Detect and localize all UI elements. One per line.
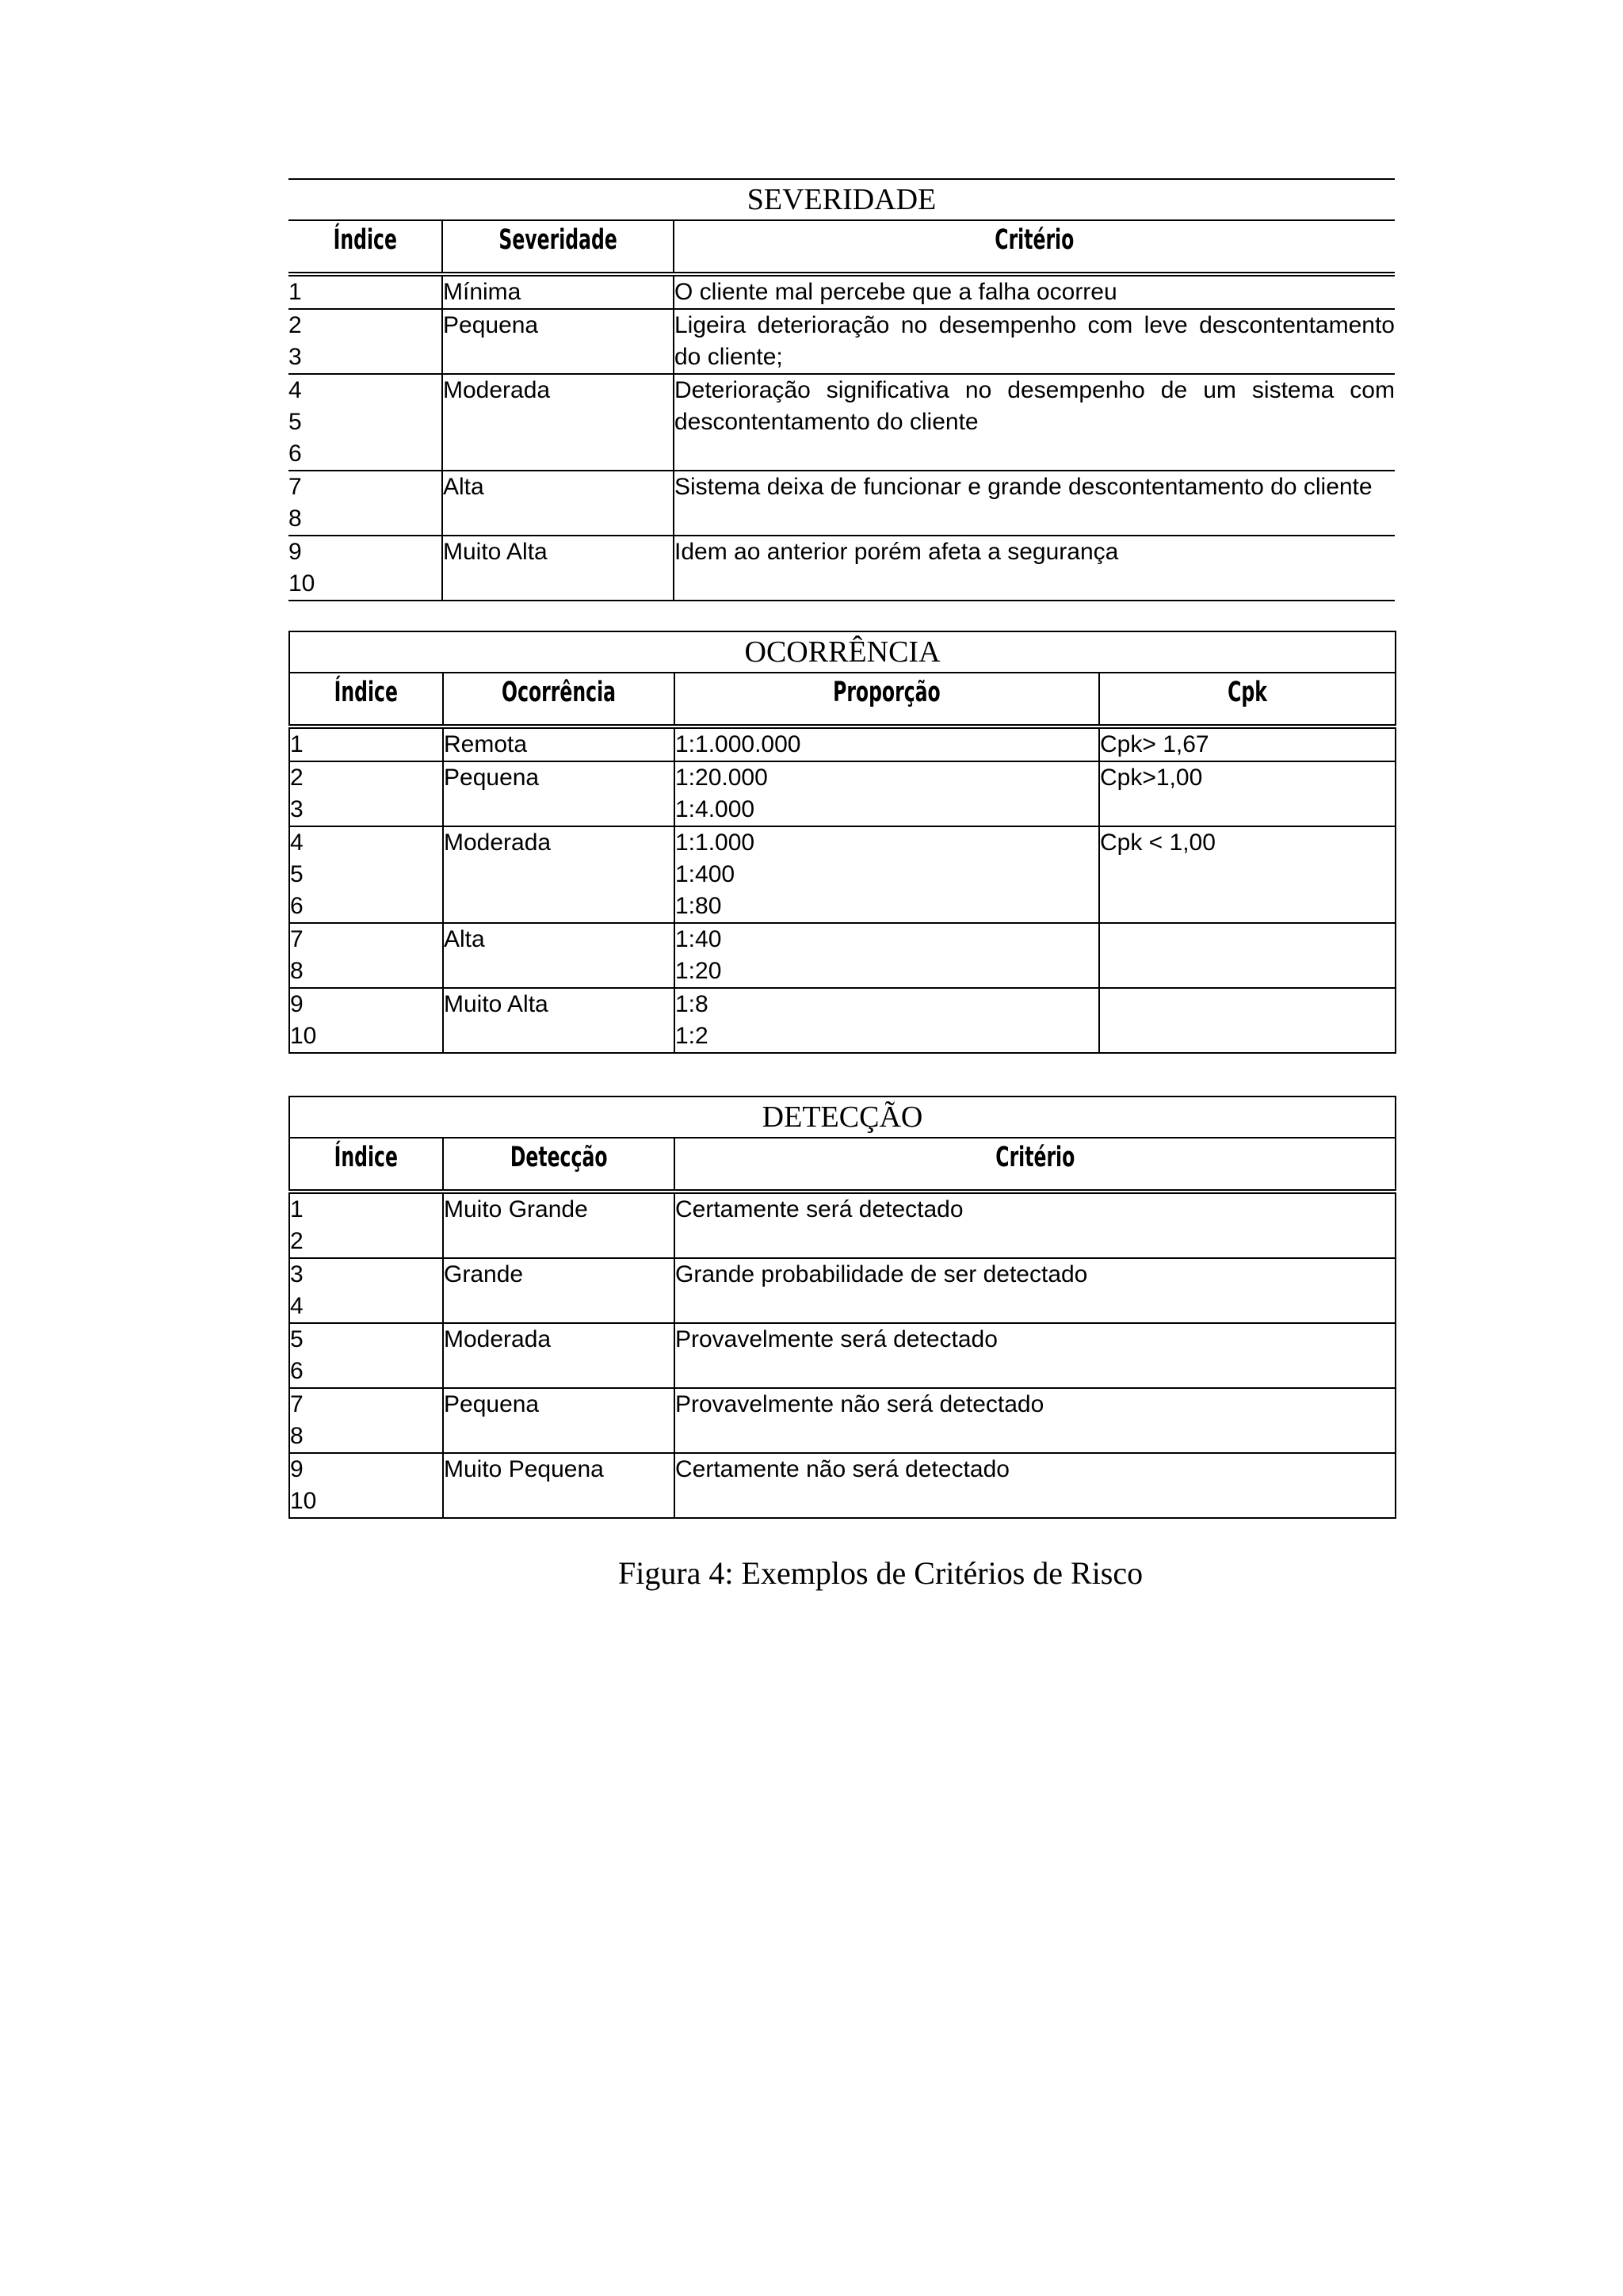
criterio-cell: Ligeira deterioração no desempenho com leve descontentamento do cliente; [674, 309, 1395, 374]
table-row [288, 274, 1395, 309]
index-value: 6 [290, 1358, 304, 1384]
ocorrencia-header-proporcao: Proporção [712, 673, 1061, 727]
severidade-label-cell: Alta [442, 471, 674, 536]
criterio-cell: Idem ao anterior porém afeta a segurança [674, 536, 1395, 601]
indice-cell [289, 1323, 443, 1388]
index-value: 4 [288, 377, 302, 403]
index-value: 8 [288, 505, 302, 532]
index-value: 2 [288, 312, 302, 338]
severidade-label-cell: Pequena [442, 309, 674, 374]
ocorrencia-header-indice: Índice [303, 673, 429, 727]
table-row [289, 826, 1396, 923]
indice-cell [289, 1453, 443, 1518]
index-value: 3 [290, 1261, 304, 1287]
index-value: 8 [290, 958, 304, 984]
table-row [288, 471, 1395, 536]
table-row [289, 1388, 1396, 1453]
table-row [288, 536, 1395, 601]
deteccao-label-cell: Muito Grande [443, 1192, 674, 1258]
table-row [288, 309, 1395, 374]
criterio-cell: Certamente não será detectado [674, 1453, 1396, 1518]
cpk-cell: Cpk < 1,00 [1099, 826, 1396, 923]
ocorrencia-label-cell: Moderada [443, 826, 674, 923]
indice-cell [289, 1258, 443, 1323]
criterio-cell: Grande probabilidade de ser detectado [674, 1258, 1396, 1323]
proporcao-value: 1:1.000 [675, 830, 755, 856]
cpk-cell [1099, 988, 1396, 1053]
table-row [289, 1192, 1396, 1258]
index-value: 4 [290, 830, 304, 856]
index-value: 3 [290, 796, 304, 822]
indice-cell [289, 727, 443, 761]
cpk-cell: Cpk> 1,67 [1099, 727, 1396, 761]
indice-cell [289, 1388, 443, 1453]
proporcao-value: 1:400 [675, 861, 735, 887]
indice-cell [289, 1192, 443, 1258]
indice-cell [288, 274, 442, 309]
index-value: 9 [290, 991, 304, 1017]
proporcao-value: 1:4.000 [675, 796, 755, 822]
index-value: 9 [288, 539, 302, 565]
indice-cell [288, 471, 442, 536]
proporcao-cell [674, 923, 1099, 988]
indice-cell [289, 826, 443, 923]
table-row [289, 727, 1396, 761]
proporcao-cell [674, 727, 1099, 761]
severidade-label-cell: Mínima [442, 274, 674, 309]
deteccao-label-cell: Moderada [443, 1323, 674, 1388]
severidade-label-cell: Muito Alta [442, 536, 674, 601]
deteccao-header-criterio: Critério [739, 1138, 1331, 1192]
index-value: 10 [288, 570, 315, 597]
indice-cell [288, 374, 442, 471]
table-row [288, 374, 1395, 471]
index-value: 6 [288, 441, 302, 467]
indice-cell [289, 761, 443, 826]
deteccao-label-cell: Pequena [443, 1388, 674, 1453]
index-value: 10 [290, 1488, 317, 1514]
index-value: 1 [288, 279, 302, 305]
table-row [289, 761, 1396, 826]
ocorrencia-header-cpk: Cpk [1126, 673, 1369, 727]
proporcao-value: 1:80 [675, 893, 722, 919]
index-value: 5 [288, 409, 302, 435]
proporcao-value: 1:40 [675, 926, 722, 952]
ocorrencia-table [288, 631, 1396, 1054]
index-value: 7 [288, 474, 302, 500]
index-value: 3 [288, 344, 302, 370]
table-row [289, 1453, 1396, 1518]
criterio-cell: Provavelmente não será detectado [674, 1388, 1396, 1453]
severidade-header-indice: Índice [302, 220, 428, 274]
index-value: 6 [290, 893, 304, 919]
index-value: 4 [290, 1293, 304, 1319]
deteccao-header-deteccao: Detecção [464, 1138, 653, 1192]
proporcao-value: 1:1.000.000 [675, 731, 801, 757]
proporcao-value: 1:20 [675, 958, 722, 984]
proporcao-value: 1:2 [675, 1023, 708, 1049]
proporcao-cell [674, 826, 1099, 923]
index-value: 9 [290, 1456, 304, 1482]
table-row [289, 988, 1396, 1053]
indice-cell [288, 309, 442, 374]
proporcao-value: 1:20.000 [675, 765, 768, 791]
deteccao-table [288, 1096, 1396, 1519]
index-value: 2 [290, 1228, 304, 1254]
ocorrencia-label-cell: Pequena [443, 761, 674, 826]
criterio-cell: Sistema deixa de funcionar e grande descontentamento do cliente [674, 471, 1395, 536]
indice-cell [289, 923, 443, 988]
severidade-header-criterio: Critério [739, 220, 1330, 274]
figure-caption: Figura 4: Exemplos de Critérios de Risco [618, 1555, 1144, 1591]
criterio-cell: Provavelmente será detectado [674, 1323, 1396, 1388]
criterio-cell: Certamente será detectado [674, 1192, 1396, 1258]
ocorrencia-label-cell: Remota [443, 727, 674, 761]
index-value: 1 [290, 731, 304, 757]
severidade-label-cell: Moderada [442, 374, 674, 471]
ocorrencia-label-cell: Muito Alta [443, 988, 674, 1053]
table-row [289, 1258, 1396, 1323]
index-value: 2 [290, 765, 304, 791]
index-value: 1 [290, 1196, 304, 1222]
index-value: 5 [290, 1326, 304, 1352]
indice-cell [289, 988, 443, 1053]
index-value: 10 [290, 1023, 317, 1049]
deteccao-title: DETECÇÃO [289, 1097, 1396, 1138]
severidade-title: SEVERIDADE [288, 179, 1395, 220]
table-row [289, 1323, 1396, 1388]
index-value: 7 [290, 926, 304, 952]
deteccao-label-cell: Grande [443, 1258, 674, 1323]
indice-cell [288, 536, 442, 601]
ocorrencia-title: OCORRÊNCIA [289, 631, 1396, 673]
ocorrencia-header-ocorrencia: Ocorrência [464, 673, 653, 727]
cpk-cell: Cpk>1,00 [1099, 761, 1396, 826]
criterio-cell: O cliente mal percebe que a falha ocorreu [674, 274, 1395, 309]
index-value: 5 [290, 861, 304, 887]
index-value: 8 [290, 1423, 304, 1449]
proporcao-value: 1:8 [675, 991, 708, 1017]
proporcao-cell [674, 761, 1099, 826]
ocorrencia-label-cell: Alta [443, 923, 674, 988]
cpk-cell [1099, 923, 1396, 988]
proporcao-cell [674, 988, 1099, 1053]
severidade-header-severidade: Severidade [463, 220, 652, 274]
deteccao-header-indice: Índice [303, 1138, 429, 1192]
table-row [289, 923, 1396, 988]
criterio-cell: Deterioração significativa no desempenho de um sistema com descontentamento do cliente [674, 374, 1395, 471]
deteccao-label-cell: Muito Pequena [443, 1453, 674, 1518]
index-value: 7 [290, 1391, 304, 1417]
severidade-table [288, 178, 1395, 601]
